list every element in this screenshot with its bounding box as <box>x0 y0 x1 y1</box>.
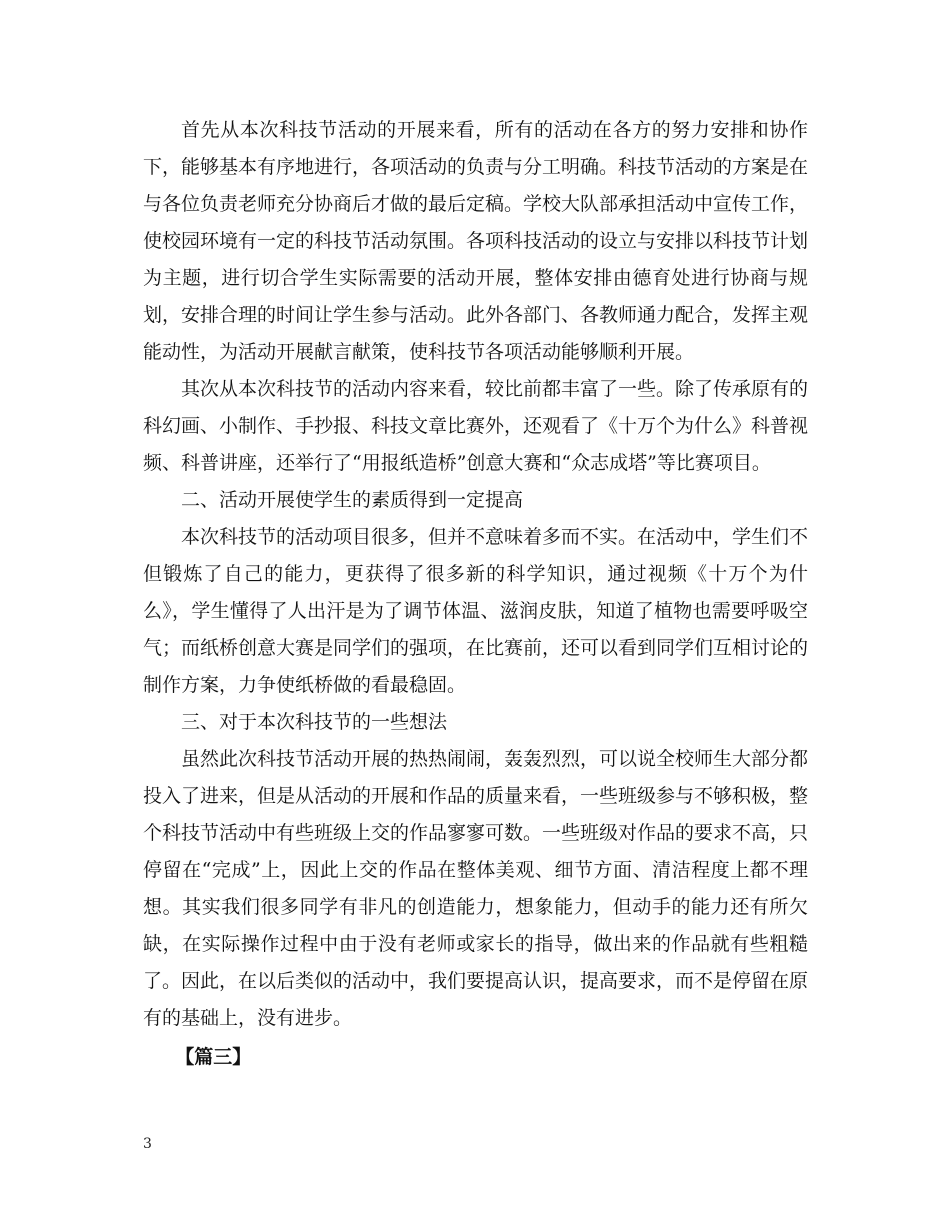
section-heading-two: 二、活动开展使学生的素质得到一定提高 <box>181 489 524 511</box>
page-number: 3 <box>143 1136 152 1152</box>
section-marker: 【篇三】 <box>175 1046 252 1068</box>
paragraph-activity-content: 其次从本次科技节的活动内容来看，较比前都丰富了一些。除了传承原有的科幻画、小制作、手抄报、科技文章比赛外，还观看了《十万个为什么》科普视频、科普讲座，还举行了“用报纸造桥”创意大赛和“众志成塔”等比赛项目。 <box>143 378 809 474</box>
section-heading-three: 三、对于本次科技节的一些想法 <box>181 711 448 733</box>
paragraph-student-quality: 本次科技节的活动项目很多，但并不意味着多而不实。在活动中，学生们不但锻炼了自己的能力，更获得了很多新的科学知识，通过视频《十万个为什么》，学生懂得了人出汗是为了调节体温、滋润皮肤，知道了植物也需要呼吸空气；而纸桥创意大赛是同学们的强项，在比赛前，还可以看到同学们互相讨论的制作方案，力争使纸桥做的看最稳固。 <box>143 526 809 696</box>
paragraph-organization: 首先从本次科技节活动的开展来看，所有的活动在各方的努力安排和协作下，能够基本有序地进行，各项活动的负责与分工明确。科技节活动的方案是在与各位负责老师充分协商后才做的最后定稿。学校大队部承担活动中宣传工作，使校园环境有一定的科技节活动氛围。各项科技活动的设立与安排以科技节计划为主题，进行切合学生实际需要的活动开展，整体安排由德育处进行协商与规划，安排合理的时间让学生参与活动。此外各部门、各教师通力配合，发挥主观能动性，为活动开展献言献策，使科技节各项活动能够顺利开展。 <box>143 119 809 363</box>
document-body <box>143 112 808 1076</box>
paragraph-reflections: 虽然此次科技节活动开展的热热闹闹，轰轰烈烈，可以说全校师生大部分都投入了进来，但是从活动的开展和作品的质量来看，一些班级参与不够积极，整个科技节活动中有些班级上交的作品寥寥可数。一些班级对作品的要求不高，只停留在“完成”上，因此上交的作品在整体美观、细节方面、清洁程度上都不理想。其实我们很多同学有非凡的创造能力，想象能力，但动手的能力还有所欠缺，在实际操作过程中由于没有老师或家长的指导，做出来的作品就有些粗糙了。因此，在以后类似的活动中，我们要提高认识，提高要求，而不是停留在原有的基础上，没有进步。 <box>143 748 809 1029</box>
